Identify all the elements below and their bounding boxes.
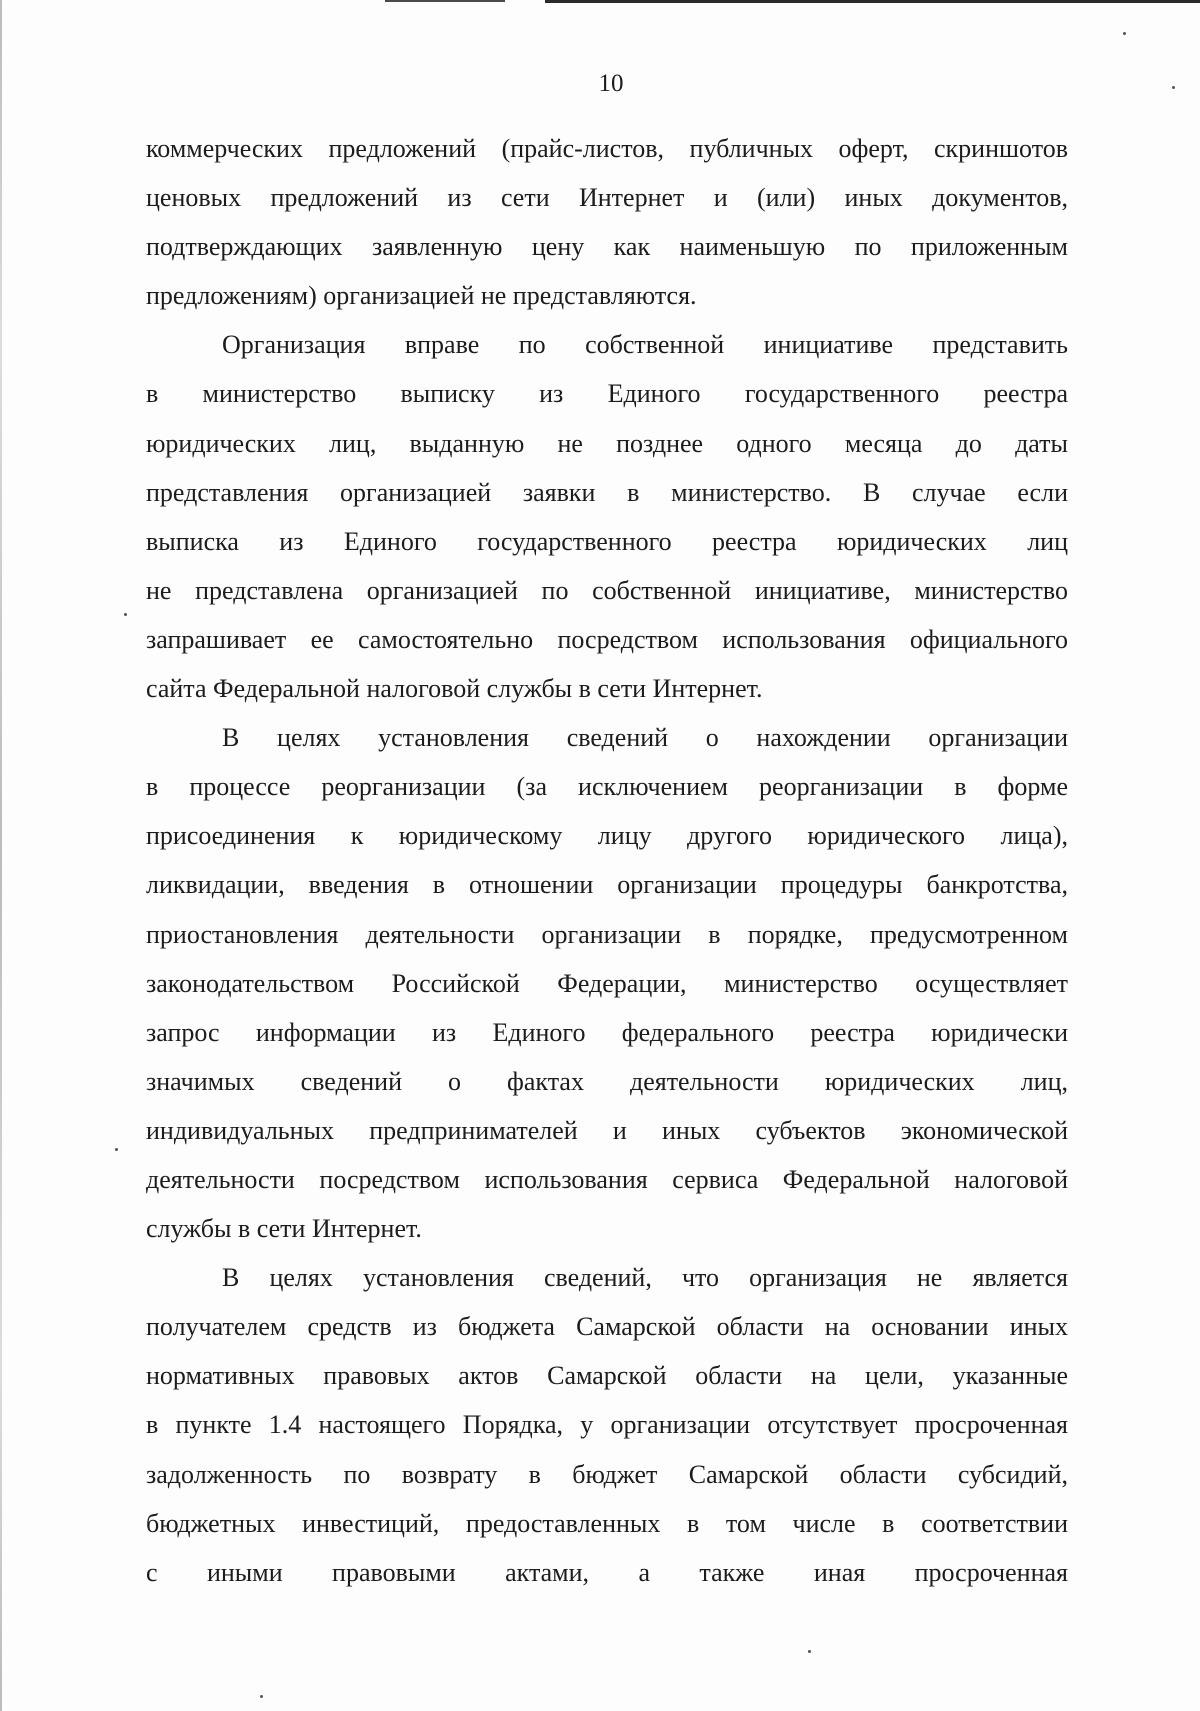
text-line: В целях установления сведений о нахождении организации [222, 723, 1068, 753]
text-line: законодательством Российской Федерации, министерство осуществляет [146, 968, 1068, 998]
scan-speck [260, 1695, 263, 1698]
text-line: деятельности посредством использования сервиса Федеральной налоговой [146, 1164, 1068, 1194]
text-line: в пункте 1.4 настоящего Порядка, у организации отсутствует просроченная [146, 1410, 1068, 1440]
scan-speck [124, 613, 127, 616]
scan-left-edge [0, 0, 2, 1711]
text-line: в процессе реорганизации (за исключением реорганизации в форме [146, 772, 1068, 802]
text-line: предложениям) организацией не представляются. [146, 281, 697, 311]
text-line: присоединения к юридическому лицу другого юридического лица), [146, 821, 1068, 851]
text-line: нормативных правовых актов Самарской области на цели, указанные [146, 1361, 1068, 1391]
page-number: 10 [598, 70, 624, 97]
text-line: представления организацией заявки в министерство. В случае если [146, 477, 1068, 507]
body-text [146, 124, 1068, 1597]
scan-speck [808, 1650, 811, 1653]
text-line: индивидуальных предпринимателей и иных субъектов экономической [146, 1115, 1068, 1145]
text-line: приостановления деятельности организации в порядке, предусмотренном [146, 919, 1068, 949]
scan-top-rule-fragment [385, 0, 505, 2]
text-line: значимых сведений о фактах деятельности юридических лиц, [146, 1066, 1068, 1096]
text-line: коммерческих предложений (прайс-листов, публичных оферт, скриншотов [146, 134, 1068, 163]
text-line: запрос информации из Единого федерального реестра юридически [146, 1017, 1068, 1047]
text-line: в министерство выписку из Единого государственного реестра [146, 379, 1068, 409]
text-line: бюджетных инвестиций, предоставленных в том числе в соответствии [146, 1508, 1068, 1538]
text-line: службы в сети Интернет. [146, 1214, 422, 1244]
paragraph [146, 713, 1068, 1253]
paragraph [146, 1253, 1068, 1597]
scan-speck [1123, 32, 1126, 35]
text-line: запрашивает ее самостоятельно посредством использования официального [146, 624, 1068, 654]
scan-speck [115, 1148, 118, 1151]
scan-top-rule [545, 0, 1200, 3]
text-line: сайта Федеральной налоговой службы в сети Интернет. [146, 674, 763, 704]
text-line: получателем средств из бюджета Самарской области на основании иных [146, 1312, 1068, 1342]
text-line: не представлена организацией по собственной инициативе, министерство [146, 575, 1068, 605]
text-line: подтверждающих заявленную цену как наименьшую по приложенным [146, 232, 1068, 262]
text-line: задолженность по возврату в бюджет Самарской области субсидий, [146, 1459, 1068, 1489]
text-line: выписка из Единого государственного реестра юридических лиц [146, 526, 1068, 556]
text-line: Организация вправе по собственной инициативе представить [222, 330, 1068, 360]
text-line: с иными правовыми актами, а также иная просроченная [146, 1557, 1068, 1587]
paragraph [146, 124, 1068, 320]
text-line: юридических лиц, выданную не позднее одного месяца до даты [146, 428, 1068, 458]
paragraph [146, 320, 1068, 713]
text-line: В целях установления сведений, что организация не является [222, 1263, 1068, 1293]
text-line: ценовых предложений из сети Интернет и (или) иных документов, [146, 183, 1068, 213]
text-line: ликвидации, введения в отношении организации процедуры банкротства, [146, 870, 1068, 900]
